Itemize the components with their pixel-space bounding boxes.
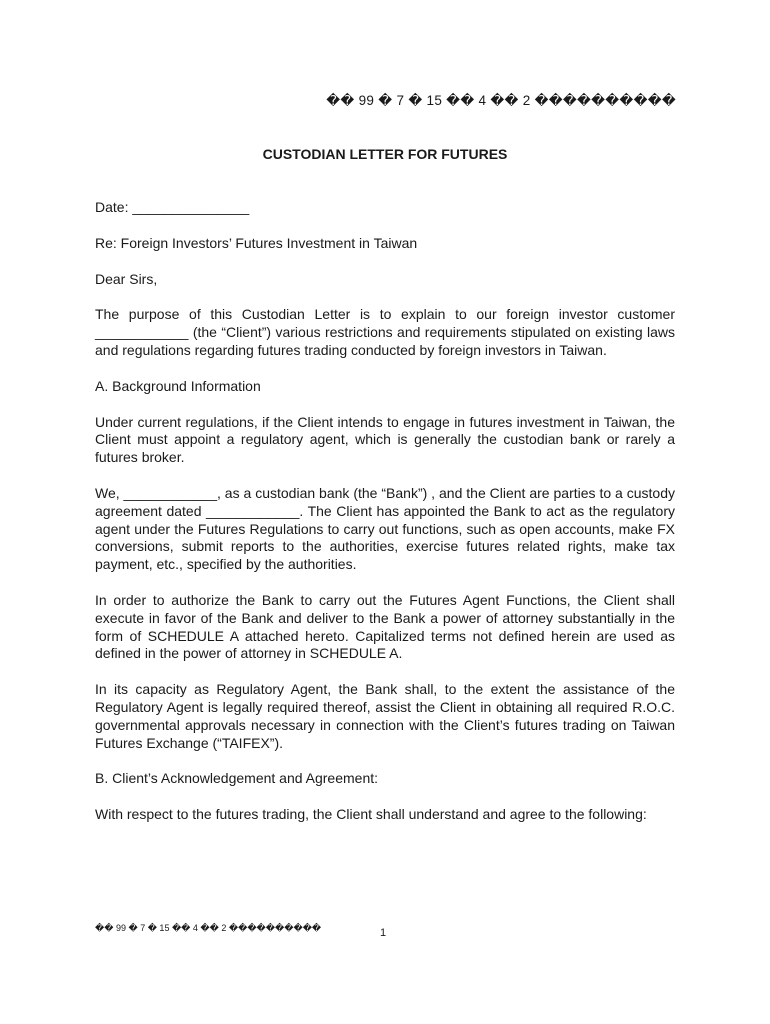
date-line: Date: _______________	[95, 199, 250, 215]
letter-body	[95, 199, 675, 842]
section-b-heading: B. Client’s Acknowledgement and Agreement:	[95, 770, 379, 787]
subject-line: Re: Foreign Investors’ Futures Investment in Taiwan	[95, 234, 418, 251]
regulatory-capacity-paragraph: In its capacity as Regulatory Agent, the Bank shall, to the extent the assistance of the Regulatory Agent is legally required thereof, assist the Client in obtaining all required R.O.C. governmental approvals necessary in connection with the Client’s futures trading on Taiwan Futures Exchange (“TAIFEX”).	[95, 681, 675, 751]
custodian-paragraph: We, ____________, as a custodian bank (the “Bank”) , and the Client are parties to a custody agreement dated ____________. The Client has appointed the Bank to act as the regulatory agent under the Futures Regulations to carry out functions, such as open accounts, make FX conversions, submit reports to the authorities, exercise futures related rights, make tax payment, etc., specified by the authorities.	[95, 484, 675, 573]
page-number: 1	[380, 927, 387, 939]
footer-note: �� 99 � 7 � 15 �� 4 �� 2 ����������	[95, 923, 322, 933]
section-a-heading: A. Background Information	[95, 377, 261, 394]
regulations-paragraph: Under current regulations, if the Client intends to engage in futures investment in Taiwan, the Client must appoint a regulatory agent, which is generally the custodian bank or rarely a futures broker.	[95, 413, 675, 466]
authorization-paragraph: In order to authorize the Bank to carry out the Futures Agent Functions, the Client shall execute in favor of the Bank and deliver to the Bank a power of attorney substantially in the form of SCHEDULE A attached hereto. Capitalized terms not defined herein are used as defined in the power of attorney in SCHEDULE A.	[95, 591, 675, 662]
futures-trading-paragraph: With respect to the futures trading, the Client shall understand and agree to the following:	[95, 806, 647, 823]
salutation: Dear Sirs,	[95, 270, 158, 287]
purpose-paragraph: The purpose of this Custodian Letter is to explain to our foreign investor customer ____________ (the “Client”) various restrictions and requirements stipulated on existing laws and regulations regarding futures trading conducted by foreign investors in Taiwan.	[95, 306, 675, 358]
header-note: �� 99 � 7 � 15 �� 4 �� 2 ����������	[326, 93, 676, 108]
document-title: CUSTODIAN LETTER FOR FUTURES	[262, 146, 508, 162]
